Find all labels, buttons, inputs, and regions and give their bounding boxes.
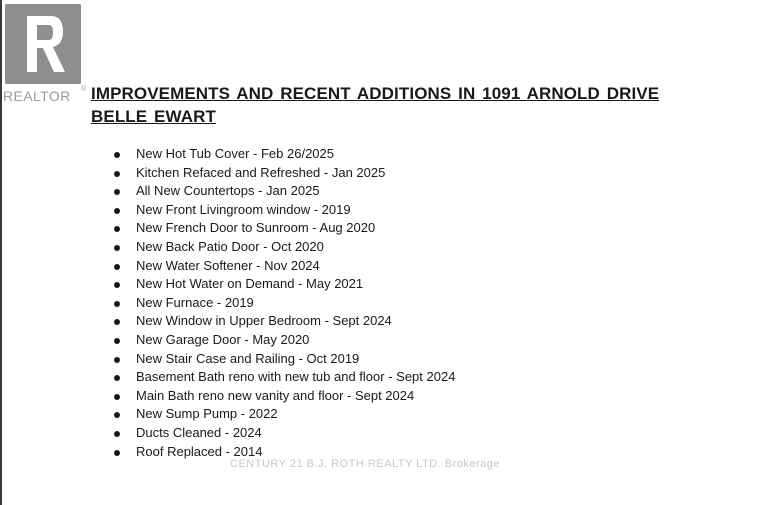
list-item	[114, 312, 455, 331]
list-item-text: Main Bath reno new vanity and floor - Sept 2024	[136, 387, 415, 403]
realtor-logo	[3, 4, 87, 106]
list-item	[114, 257, 455, 276]
bullet-icon	[114, 301, 120, 307]
list-item	[114, 424, 455, 443]
list-item-text: New Garage Door - May 2020	[136, 331, 310, 347]
bullet-icon	[114, 375, 120, 381]
list-item	[114, 164, 455, 183]
realtor-r-logo-icon	[5, 4, 81, 84]
list-item-text: New Hot Tub Cover - Feb 26/2025	[136, 146, 334, 161]
list-item	[114, 350, 455, 369]
list-item-text: New Sump Pump - 2022	[136, 406, 278, 422]
bullet-icon	[114, 357, 120, 363]
improvements-list	[114, 145, 455, 461]
list-item	[114, 145, 455, 164]
brokerage-watermark: CENTURY 21 B.J. ROTH REALTY LTD. Brokerage	[230, 458, 501, 470]
list-item	[114, 201, 455, 220]
list-item	[114, 275, 455, 294]
registered-mark: ®	[81, 86, 87, 93]
list-item	[114, 238, 455, 257]
bullet-icon	[114, 282, 120, 288]
list-item-text: New Stair Case and Railing - Oct 2019	[136, 350, 360, 366]
bullet-icon	[114, 245, 120, 251]
document-title	[91, 82, 711, 128]
bullet-icon	[114, 319, 120, 325]
bullet-icon	[114, 171, 120, 177]
bullet-icon	[114, 189, 120, 195]
realtor-logo-text: REALTOR	[3, 88, 71, 104]
list-item-text: Roof Replaced - 2014	[136, 443, 263, 459]
list-item-text: All New Countertops - Jan 2025	[136, 183, 320, 199]
document-title-line-2: BELLE EWART	[91, 107, 216, 126]
bullet-icon	[114, 226, 120, 232]
list-item-text: New Water Softener - Nov 2024	[136, 257, 320, 273]
list-item-text: New Back Patio Door - Oct 2020	[136, 238, 324, 254]
list-item	[114, 331, 455, 350]
bullet-icon	[114, 412, 120, 418]
list-item-text: Kitchen Refaced and Refreshed - Jan 2025	[136, 164, 386, 180]
list-item-text: New Hot Water on Demand - May 2021	[136, 276, 364, 292]
bullet-icon	[114, 394, 120, 400]
document-title-line-1: IMPROVEMENTS AND RECENT ADDITIONS IN 1091 ARNOLD DRIVE	[91, 84, 660, 103]
bullet-icon	[114, 152, 120, 158]
list-item	[114, 405, 455, 424]
page-left-border	[0, 0, 2, 505]
list-item-text: New French Door to Sunroom - Aug 2020	[136, 220, 376, 236]
list-item-text: New Front Livingroom window - 2019	[136, 201, 351, 217]
list-item	[114, 387, 455, 406]
bullet-icon	[114, 338, 120, 344]
list-item-text: Basement Bath reno with new tub and floor - Sept 2024	[136, 369, 456, 385]
bullet-icon	[114, 431, 120, 437]
list-item	[114, 294, 455, 313]
bullet-icon	[114, 450, 120, 456]
list-item-text: New Window in Upper Bedroom - Sept 2024	[136, 313, 392, 329]
bullet-icon	[114, 264, 120, 270]
list-item-text: New Furnace - 2019	[136, 294, 254, 310]
list-item	[114, 182, 455, 201]
bullet-icon	[114, 208, 120, 214]
list-item	[114, 368, 455, 387]
list-item-text: Ducts Cleaned - 2024	[136, 424, 262, 440]
list-item	[114, 219, 455, 238]
